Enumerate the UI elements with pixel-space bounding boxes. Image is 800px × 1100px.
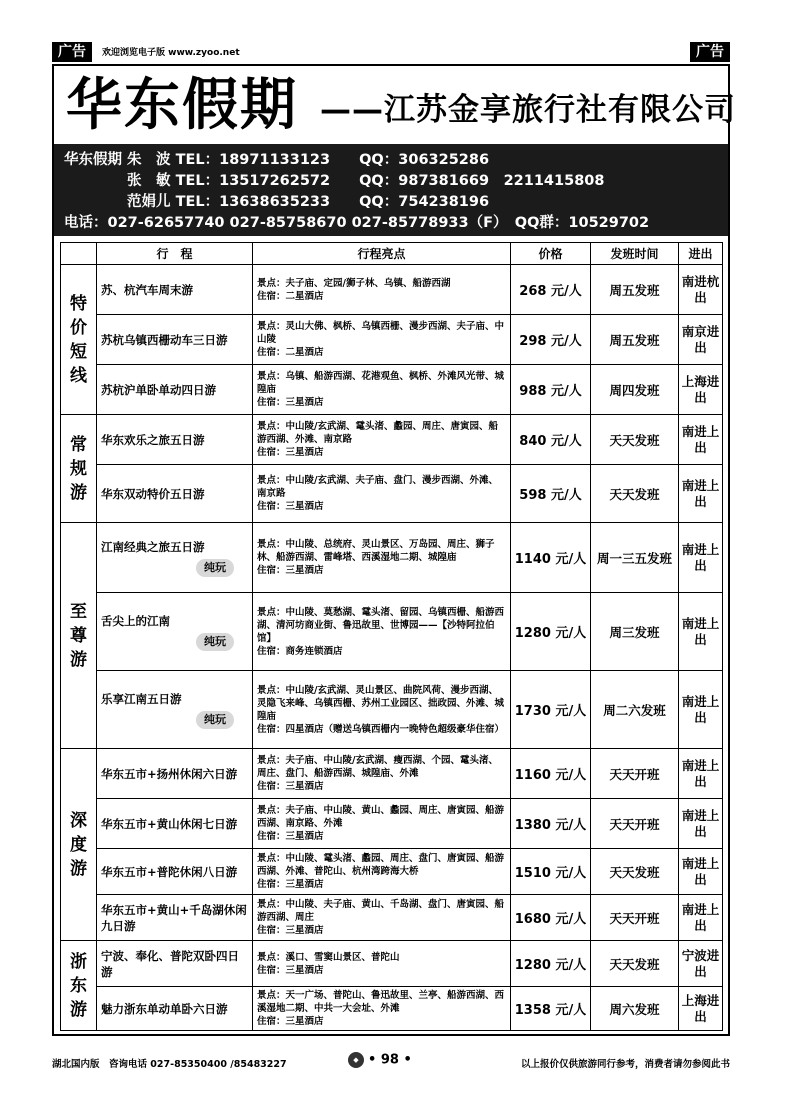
banner <box>54 66 736 144</box>
attractions-text: 景点：溪口、雪窦山景区、普陀山 <box>257 951 400 963</box>
attractions-text: 景点：夫子庙、中山陵、黄山、蠡园、周庄、唐寅园、船游西湖、南京路、外滩 <box>257 805 505 829</box>
accommodation-text: 住宿：三星酒店 <box>257 831 324 842</box>
table-row <box>61 799 723 849</box>
attractions-text: 景点：中山陵/玄武湖、灵山景区、曲院风荷、漫步西湖、灵隐飞来峰、乌镇西栅、苏州工业园区、拙政园、外滩、城隍庙 <box>257 684 505 722</box>
route-name: 苏杭乌镇西栅动车三日游 <box>101 332 228 347</box>
route-cell <box>97 315 253 365</box>
schedule-cell: 天天开班 <box>591 749 679 799</box>
table-row <box>61 941 723 987</box>
header-schedule: 发班时间 <box>591 243 679 265</box>
route-cell <box>97 671 253 749</box>
route-name: 华东五市+扬州休闲六日游 <box>101 766 238 781</box>
page-number: • 98 • <box>368 1052 412 1068</box>
category-cell <box>61 749 97 941</box>
itinerary-table-wrap <box>60 242 722 1031</box>
table-row <box>61 415 723 465</box>
route-name: 华东五市+黄山+千岛湖休闲九日游 <box>101 902 247 933</box>
inout-cell: 南进上出 <box>679 671 723 749</box>
route-cell <box>97 987 253 1031</box>
highlights-cell <box>253 523 511 593</box>
highlights-cell <box>253 941 511 987</box>
inout-cell: 南进上出 <box>679 799 723 849</box>
table-row <box>61 593 723 671</box>
route-cell <box>97 749 253 799</box>
ad-label-right: 广告 <box>690 42 730 62</box>
route-cell <box>97 593 253 671</box>
header-price: 价格 <box>511 243 591 265</box>
price-cell: 1140 元/人 <box>511 523 591 593</box>
table-row <box>61 523 723 593</box>
route-cell <box>97 465 253 523</box>
highlights-cell <box>253 265 511 315</box>
schedule-cell: 天天发班 <box>591 465 679 523</box>
category-cell <box>61 415 97 523</box>
highlights-cell <box>253 987 511 1031</box>
welcome-text[interactable]: 欢迎浏览电子版 www.zyoo.net <box>102 48 240 58</box>
highlights-cell <box>253 849 511 895</box>
table-row <box>61 365 723 415</box>
attractions-text: 景点：夫子庙、定园/狮子林、乌镇、船游西湖 <box>257 277 451 289</box>
contact-line-1: 华东假期 朱 波 TEL：18971133123 QQ：306325286 <box>64 152 490 168</box>
schedule-cell: 周一三五发班 <box>591 523 679 593</box>
accommodation-text: 住宿：三星酒店 <box>257 925 324 936</box>
route-cell <box>97 523 253 593</box>
accommodation-text: 住宿：商务连锁酒店 <box>257 645 343 657</box>
contact-line-3: 范娟儿 TEL：13638635233 QQ：754238196 <box>64 194 490 210</box>
contact-line-4: 电话：027-62657740 027-85758670 027-85778933（F） QQ群：10529702 <box>64 215 650 231</box>
attractions-text: 景点：灵山大佛、枫桥、乌镇西栅、漫步西湖、夫子庙、中山陵 <box>257 321 505 345</box>
accommodation-text: 住宿：四星酒店（赠送乌镇西栅内一晚特色超级豪华住宿） <box>257 723 505 735</box>
attractions-text: 景点：中山陵、夫子庙、黄山、千岛湖、盘门、唐寅园、船游西湖、周庄 <box>257 899 505 923</box>
category-label: 特价短线 <box>70 293 87 386</box>
attractions-text: 景点：中山陵/玄武湖、鼋头渚、蠡园、周庄、唐寅园、船游西湖、外滩、南京路 <box>257 421 498 445</box>
price-cell: 1280 元/人 <box>511 941 591 987</box>
table-header-row <box>61 243 723 265</box>
table-row <box>61 749 723 799</box>
route-cell <box>97 265 253 315</box>
inout-cell: 南进上出 <box>679 895 723 941</box>
category-label: 深度游 <box>70 810 87 879</box>
footer-disclaimer: 以上报价仅供旅游同行参考，消费者请勿参阅此书 <box>520 1059 730 1070</box>
category-cell <box>61 941 97 1031</box>
schedule-cell: 周五发班 <box>591 265 679 315</box>
table-row <box>61 265 723 315</box>
route-name: 华东五市+普陀休闲八日游 <box>101 864 238 879</box>
route-cell <box>97 849 253 895</box>
table-row <box>61 849 723 895</box>
route-name: 华东五市+黄山休闲七日游 <box>101 816 238 831</box>
table-row <box>61 987 723 1031</box>
inout-cell: 南进上出 <box>679 593 723 671</box>
footer-contact: 湖北国内版 咨询电话 027-85350400 /85483227 <box>52 1059 287 1070</box>
route-cell <box>97 415 253 465</box>
contact-panel <box>54 144 728 236</box>
accommodation-text: 住宿：三星酒店 <box>257 879 324 890</box>
highlights-cell <box>253 415 511 465</box>
accommodation-text: 住宿：三星酒店 <box>257 565 324 576</box>
category-cell <box>61 265 97 415</box>
table-body <box>61 265 723 1031</box>
pure-tour-badge: 纯玩 <box>196 559 234 577</box>
schedule-cell: 天天开班 <box>591 895 679 941</box>
accommodation-text: 住宿：三星酒店 <box>257 501 324 512</box>
category-cell <box>61 523 97 749</box>
highlights-cell <box>253 365 511 415</box>
table-row <box>61 895 723 941</box>
route-name: 华东双动特价五日游 <box>101 486 205 501</box>
schedule-cell: 周六发班 <box>591 987 679 1031</box>
schedule-cell: 周五发班 <box>591 315 679 365</box>
inout-cell: 上海进出 <box>679 987 723 1031</box>
table-row <box>61 315 723 365</box>
route-cell <box>97 941 253 987</box>
schedule-cell: 天天发班 <box>591 415 679 465</box>
price-cell: 598 元/人 <box>511 465 591 523</box>
inout-cell: 南进上出 <box>679 749 723 799</box>
attractions-text: 景点：乌镇、船游西湖、花港观鱼、枫桥、外滩风光带、城隍庙 <box>257 371 505 395</box>
inout-cell: 南进上出 <box>679 849 723 895</box>
highlights-cell <box>253 895 511 941</box>
route-cell <box>97 365 253 415</box>
price-cell: 988 元/人 <box>511 365 591 415</box>
inout-cell: 南进上出 <box>679 415 723 465</box>
page-number-wrap <box>348 1052 412 1068</box>
price-cell: 1280 元/人 <box>511 593 591 671</box>
accommodation-text: 住宿：二星酒店 <box>257 347 324 358</box>
accommodation-text: 住宿：三星酒店 <box>257 964 324 976</box>
route-name: 魅力浙东单动单卧六日游 <box>101 1001 228 1016</box>
inout-cell: 南进杭出 <box>679 265 723 315</box>
route-name: 华东欢乐之旅五日游 <box>101 432 205 447</box>
price-cell: 298 元/人 <box>511 315 591 365</box>
header-route: 行 程 <box>97 243 253 265</box>
schedule-cell: 周三发班 <box>591 593 679 671</box>
highlights-cell <box>253 749 511 799</box>
category-label: 常规游 <box>70 434 87 503</box>
price-cell: 1510 元/人 <box>511 849 591 895</box>
accommodation-text: 住宿：三星酒店 <box>257 1016 324 1027</box>
contact-line-2: 张 敏 TEL：13517262572 QQ：987381669 2211415808 <box>64 173 605 189</box>
inout-cell: 宁波进出 <box>679 941 723 987</box>
top-bar <box>52 42 730 62</box>
route-name: 苏杭沪单卧单动四日游 <box>101 382 216 397</box>
route-cell <box>97 799 253 849</box>
pure-tour-badge: 纯玩 <box>196 711 234 729</box>
accommodation-text: 住宿：三星酒店 <box>257 781 324 792</box>
route-cell <box>97 895 253 941</box>
price-cell: 268 元/人 <box>511 265 591 315</box>
highlights-cell <box>253 671 511 749</box>
schedule-cell: 天天发班 <box>591 849 679 895</box>
attractions-text: 景点：夫子庙、中山陵/玄武湖、瘦西湖、个园、鼋头渚、周庄、盘门、船游西湖、城隍庙、外滩 <box>257 755 498 779</box>
category-label: 浙东游 <box>70 951 87 1020</box>
company-name: ——江苏金享旅行社有限公司 <box>320 92 736 128</box>
route-name: 苏、杭汽车周末游 <box>101 282 193 297</box>
header-highlights: 行程亮点 <box>253 243 511 265</box>
ad-label-left: 广告 <box>52 42 92 62</box>
attractions-text: 景点：中山陵、莫愁湖、鼋头渚、留园、乌镇西栅、船游西湖、清河坊商业街、鲁迅故里、世博园——【沙特阿拉伯馆】 <box>257 606 505 644</box>
ad-frame <box>52 64 736 1036</box>
publisher-logo-icon: ◆ <box>348 1052 364 1068</box>
table-row <box>61 465 723 523</box>
inout-cell: 南进上出 <box>679 465 723 523</box>
schedule-cell: 周四发班 <box>591 365 679 415</box>
accommodation-text: 住宿：三星酒店 <box>257 397 324 408</box>
price-cell: 1380 元/人 <box>511 799 591 849</box>
pure-tour-badge: 纯玩 <box>196 633 234 651</box>
route-name: 江南经典之旅五日游 <box>101 539 205 554</box>
highlights-cell <box>253 315 511 365</box>
attractions-text: 景点：天一广场、普陀山、鲁迅故里、兰亭、船游西湖、西溪湿地二期、中共一大会址、外滩 <box>257 990 505 1014</box>
schedule-cell: 天天发班 <box>591 941 679 987</box>
highlights-cell <box>253 465 511 523</box>
itinerary-table <box>60 242 723 1031</box>
table-row <box>61 671 723 749</box>
header-category <box>61 243 97 265</box>
highlights-cell <box>253 799 511 849</box>
price-cell: 1160 元/人 <box>511 749 591 799</box>
price-cell: 1680 元/人 <box>511 895 591 941</box>
inout-cell: 南京进出 <box>679 315 723 365</box>
route-name: 宁波、奉化、普陀双卧四日游 <box>101 948 239 979</box>
inout-cell: 南进上出 <box>679 523 723 593</box>
attractions-text: 景点：中山陵、总统府、灵山景区、万岛园、周庄、狮子林、船游西湖、雷峰塔、西溪湿地二期、城隍庙 <box>257 539 495 563</box>
page-footer <box>52 1052 730 1072</box>
brand-title: 华东假期 <box>66 73 298 138</box>
schedule-cell: 周二六发班 <box>591 671 679 749</box>
route-name: 乐享江南五日游 <box>101 691 182 706</box>
attractions-text: 景点：中山陵/玄武湖、夫子庙、盘门、漫步西湖、外滩、南京路 <box>257 475 498 499</box>
attractions-text: 景点：中山陵、鼋头渚、蠡园、周庄、盘门、唐寅园、船游西湖、外滩、普陀山、杭州湾跨海大桥 <box>257 853 505 877</box>
category-label: 至尊游 <box>70 601 87 670</box>
route-name: 舌尖上的江南 <box>101 613 170 628</box>
schedule-cell: 天天开班 <box>591 799 679 849</box>
highlights-cell <box>253 593 511 671</box>
price-cell: 1358 元/人 <box>511 987 591 1031</box>
price-cell: 840 元/人 <box>511 415 591 465</box>
price-cell: 1730 元/人 <box>511 671 591 749</box>
inout-cell: 上海进出 <box>679 365 723 415</box>
accommodation-text: 住宿：三星酒店 <box>257 447 324 458</box>
header-inout: 进出 <box>679 243 723 265</box>
accommodation-text: 住宿：二星酒店 <box>257 290 324 302</box>
